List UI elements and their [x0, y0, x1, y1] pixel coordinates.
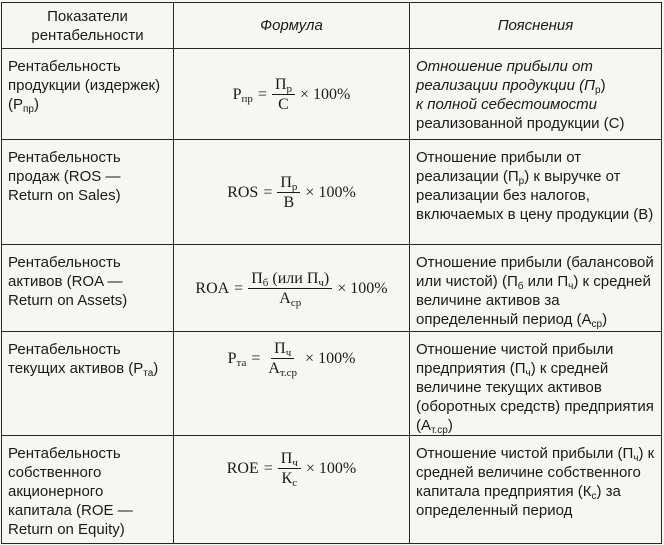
- explanation-subscript-tail: т.ср: [431, 425, 448, 436]
- explanation-text: Отношение прибыли от реализации продукции (П: [416, 58, 596, 94]
- formula-multiplier: × 100%: [337, 279, 388, 297]
- formula-denominator: $А_{ср}$: [279, 289, 302, 309]
- formula-equals: =: [234, 279, 244, 297]
- explanation-text: Отношение прибыли от реализации (П: [416, 149, 582, 185]
- formula-denominator: В: [283, 193, 295, 211]
- explanation-cell: [410, 332, 662, 436]
- explanation-subscript: б: [517, 281, 524, 292]
- explanation-text: Отношение чистой прибыли (П: [416, 445, 634, 462]
- formula-fraction: [248, 270, 332, 307]
- table-row: [2, 140, 662, 245]
- formula-equals: =: [263, 460, 273, 477]
- header-explanation: Пояснения: [410, 3, 662, 49]
- formula-lhs: $P_{та}$: [227, 350, 247, 369]
- formula-lhs: ROS: [227, 183, 259, 201]
- formula: [228, 340, 356, 377]
- table-row: [2, 49, 662, 140]
- explanation-text-tail: ) к средней величине активов за определенный период (А: [416, 273, 651, 328]
- formula-fraction: [278, 450, 301, 487]
- explanation-subscript-tail: ср: [591, 319, 603, 330]
- indicator-text: Рентабельность текущих активов (P: [8, 341, 144, 377]
- explanation-subscript: р: [518, 176, 525, 187]
- explanation-subscript-mid: ч: [568, 281, 574, 292]
- formula-numerator: $П_р$: [272, 76, 295, 95]
- formula-fraction: [277, 174, 300, 211]
- formula-cell: [174, 245, 410, 332]
- indicator-text-tail: ): [33, 96, 39, 113]
- formula-cell: [174, 49, 410, 140]
- indicator-cell: [2, 332, 174, 436]
- indicator-cell: Рентабельность собственного акционерного капитала (ROE — Return on Equity): [2, 436, 174, 544]
- explanation-text-tail: ): [600, 77, 606, 94]
- indicator-subscript: та: [143, 368, 154, 379]
- formula-equals: =: [251, 350, 261, 367]
- explanation-cell: [410, 140, 662, 245]
- explanation-text-tail: ) к выручке от реализации без налогов, включаемых в цену продукции (В): [416, 168, 654, 223]
- table-row: [2, 436, 662, 544]
- indicator-subscript: пр: [23, 104, 34, 115]
- formula-lhs: ROA: [195, 279, 230, 297]
- table-row: [2, 245, 662, 332]
- formula-denominator: $К_с$: [281, 470, 298, 489]
- formula-cell: [174, 436, 410, 544]
- header-formula: Формула: [174, 3, 410, 49]
- explanation-text-tail: ) к средней величине текущих активов (оборотных средств) предприятия (А: [416, 360, 654, 434]
- explanation-text-end: ) за определенный период: [416, 483, 621, 519]
- explanation-text-c: реализованной продукции (С): [416, 115, 625, 132]
- indicator-text: Рентабельность продукции (издержек) (P: [8, 58, 161, 113]
- header-row: [2, 3, 662, 49]
- explanation-text: Отношение прибыли (балансовой или чистой) (П: [416, 254, 654, 290]
- indicator-cell: Рентабельность активов (ROA — Return on Assets): [2, 245, 174, 332]
- indicator-text-tail: ): [153, 360, 159, 377]
- formula-denominator: $А_{т.ср}$: [268, 360, 298, 379]
- explanation-text-end: ): [447, 417, 453, 434]
- explanation-text-b: к полной себестоимости: [416, 96, 598, 113]
- formula-lhs: ROE: [226, 460, 259, 477]
- explanation-cell: [410, 436, 662, 544]
- table-row: [2, 332, 662, 436]
- explanation-text-tail: ) к средней величине собственного капитала предприятия (К: [416, 445, 655, 500]
- formula-numerator: $П_р$: [277, 174, 300, 193]
- formula-fraction: [265, 340, 300, 377]
- explanation-cell: [410, 49, 662, 140]
- formula-numerator: $П_ч$: [278, 450, 301, 469]
- formula-multiplier: × 100%: [305, 350, 356, 367]
- formula: [195, 270, 387, 307]
- formula-multiplier: × 100%: [305, 183, 356, 201]
- explanation-subscript: ч: [525, 368, 531, 379]
- formula-lhs: $P_{пр}$: [232, 85, 253, 105]
- explanation-text: Отношение чистой прибыли предприятия (П: [416, 341, 614, 377]
- header-indicators: Показатели рентабельности: [2, 3, 174, 49]
- profitability-table: [1, 2, 662, 544]
- formula-numerator: $П_ч$: [271, 340, 294, 359]
- formula-equals: =: [257, 85, 267, 103]
- indicator-cell: Рентабельность продаж (ROS — Return on Sales): [2, 140, 174, 245]
- indicator-cell: [2, 49, 174, 140]
- formula-equals: =: [263, 183, 273, 201]
- explanation-text-mid: или П: [523, 273, 569, 290]
- explanation-subscript: ч: [633, 453, 639, 464]
- explanation-subscript-tail: с: [591, 491, 597, 502]
- explanation-subscript: р: [595, 85, 601, 96]
- formula-denominator: С: [278, 95, 289, 113]
- explanation-text-end: ): [602, 311, 608, 328]
- formula-multiplier: × 100%: [300, 85, 351, 103]
- formula-fraction: [272, 76, 295, 113]
- formula-numerator: $П_б$ (или $П_ч$): [248, 270, 332, 289]
- formula-multiplier: × 100%: [305, 460, 357, 477]
- formula: [233, 76, 351, 113]
- formula: [227, 174, 356, 211]
- formula-cell: [174, 140, 410, 245]
- explanation-cell: [410, 245, 662, 332]
- formula: [227, 450, 357, 487]
- formula-cell: [174, 332, 410, 436]
